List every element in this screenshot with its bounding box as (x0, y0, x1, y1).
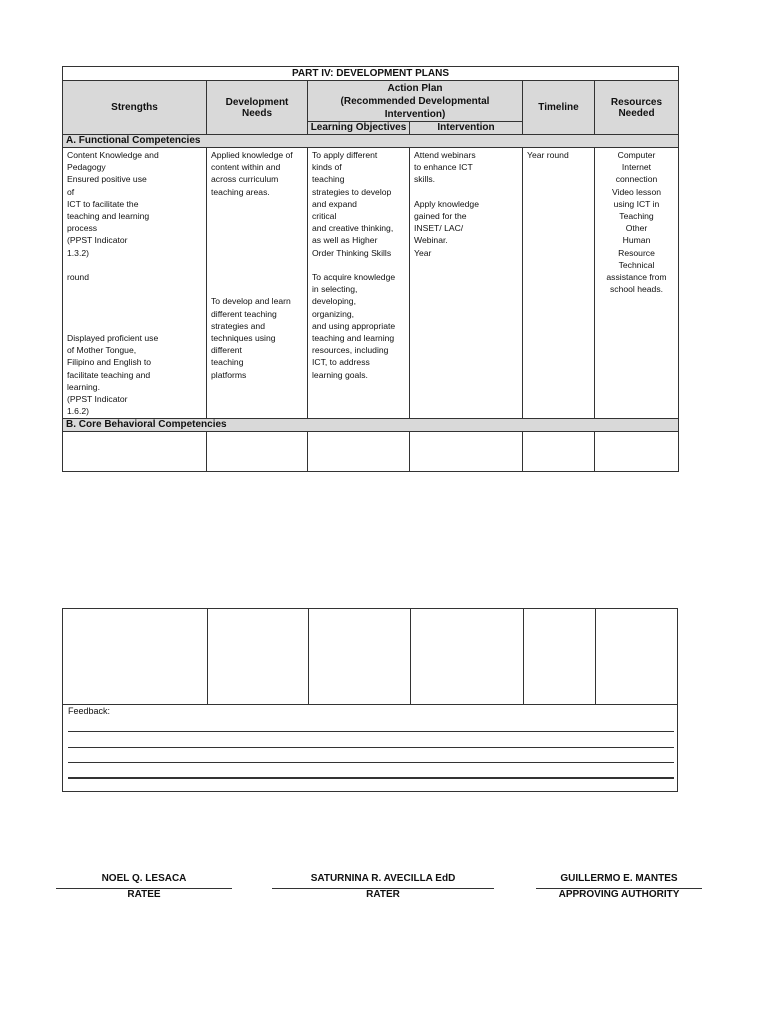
divider (63, 704, 677, 705)
cell-resources: Computer Internet connection Video lesson using ICT in Teaching Other Human Resource Technical assistance from school heads. (595, 148, 679, 419)
approving-authority-role: APPROVING AUTHORITY (558, 889, 680, 900)
feedback-line[interactable] (68, 777, 674, 779)
header-action-plan: Action Plan (Recommended Developmental Intervention) (308, 81, 523, 122)
feedback-line[interactable] (68, 731, 674, 732)
header-learning-objectives: Learning Objectives (308, 122, 410, 135)
feedback-line[interactable] (68, 747, 674, 748)
cell-development-needs: Applied knowledge of content within and across curriculum teaching areas. To develop and learn different teaching strategies and techniques using different teaching platforms (207, 148, 308, 419)
empty-cell (208, 609, 309, 704)
cell-strengths: Content Knowledge and Pedagogy Ensured positive use of ICT to facilitate the teaching and learning process (PPST Indicator 1.3.2) round Displayed proficient use of Mother Tongue, Filipino and English to facilitate teaching and learning. (PPST Indicator 1.6.2) (63, 148, 207, 419)
feedback-line[interactable] (68, 762, 674, 763)
empty-cell (207, 432, 308, 472)
cell-learning-objectives: To apply different kinds of teaching strategies to develop and expand critical and creative thinking, as well as Higher Order Thinking Skills To acquire knowledge in selecting, developing, organizing, and using appropriate teaching and learning resources, including ICT, to address learning goals. (308, 148, 410, 419)
empty-cell (308, 432, 410, 472)
header-timeline: Timeline (523, 81, 595, 135)
ratee-role: RATEE (127, 889, 161, 900)
empty-cell (63, 609, 208, 704)
feedback-label: Feedback: (68, 706, 111, 716)
section-core-behavioral-competencies: B. Core Behavioral Competencies (63, 419, 679, 432)
table-title: PART IV: DEVELOPMENT PLANS (63, 67, 679, 81)
rater-name: SATURNINA R. AVECILLA EdD (310, 873, 456, 884)
empty-cell (524, 609, 596, 704)
empty-cell (410, 432, 523, 472)
header-strengths: Strengths (63, 81, 207, 135)
rater-role: RATER (366, 889, 400, 900)
empty-cell (63, 432, 207, 472)
approving-authority-name: GUILLERMO E. MANTES (560, 873, 678, 884)
ratee-name: NOEL Q. LESACA (101, 873, 187, 884)
header-resources-needed: Resources Needed (595, 81, 679, 135)
cell-intervention: Attend webinars to enhance ICT skills. Apply knowledge gained for the INSET/ LAC/ Webinar. Year (410, 148, 523, 419)
empty-cell (309, 609, 411, 704)
section-functional-competencies: A. Functional Competencies (63, 135, 679, 148)
header-development-needs: Development Needs (207, 81, 308, 135)
cell-timeline: Year round (523, 148, 595, 419)
feedback-table (62, 608, 678, 792)
empty-cell (411, 609, 524, 704)
development-plans-table (62, 66, 679, 472)
empty-cell (523, 432, 595, 472)
empty-cell (595, 432, 679, 472)
header-intervention: Intervention (410, 122, 523, 135)
